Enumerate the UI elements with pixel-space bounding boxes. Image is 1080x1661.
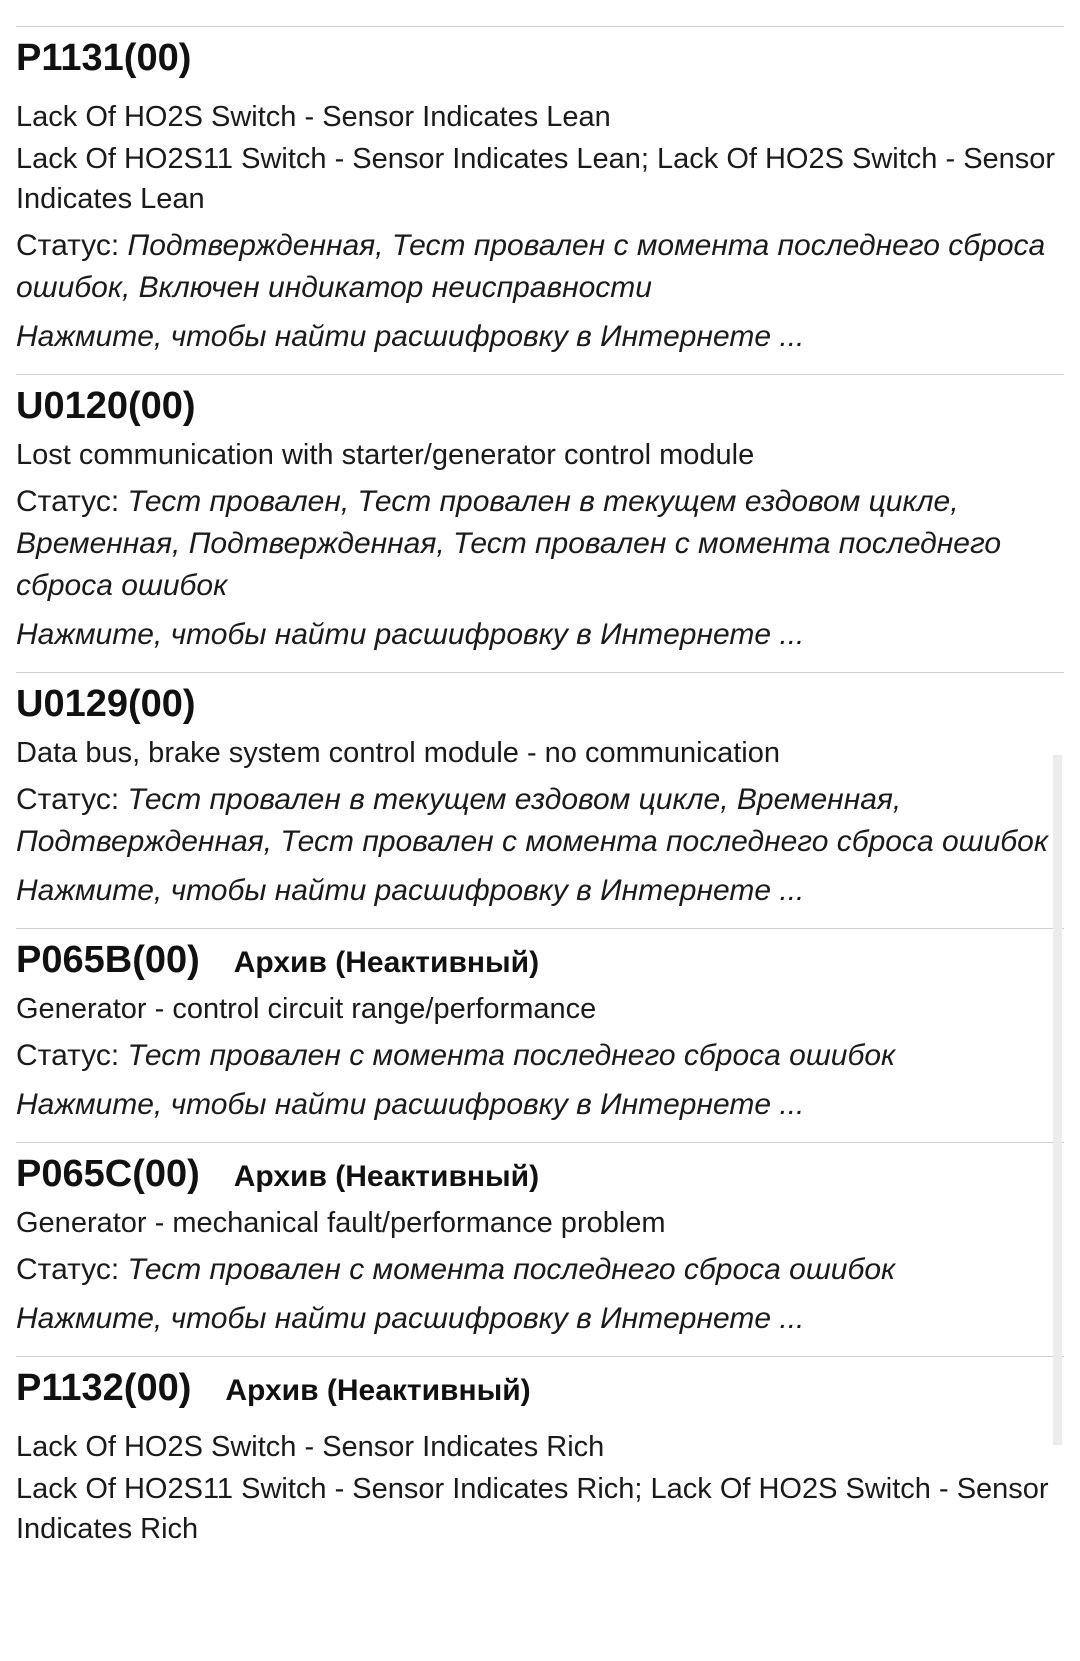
- dtc-description: Generator - control circuit range/performance: [16, 993, 597, 1025]
- search-online-link[interactable]: Нажмите, чтобы найти расшифровку в Интернете ...: [16, 1302, 805, 1335]
- dtc-description: Lack Of HO2S Switch - Sensor Indicates Rich: [16, 1431, 605, 1463]
- archive-badge: Архив (Неактивный): [225, 1374, 531, 1407]
- bottom-edge: [0, 1628, 1080, 1661]
- dtc-status: [16, 1035, 1064, 1077]
- dtc-entry-u0120[interactable]: [16, 375, 1064, 672]
- search-online-link[interactable]: Нажмите, чтобы найти расшифровку в Интернете ...: [16, 320, 805, 353]
- dtc-description: Lost communication with starter/generator control module: [16, 439, 755, 471]
- dtc-code: P065C(00): [16, 1153, 200, 1195]
- status-value: Тест провален с момента последнего сброса ошибок: [127, 1039, 896, 1072]
- status-label: Статус:: [16, 1253, 128, 1286]
- status-label: Статус:: [16, 783, 128, 816]
- dtc-code: P065B(00): [16, 939, 200, 981]
- status-value: Тест провален с момента последнего сброса ошибок: [127, 1253, 896, 1286]
- dtc-entry-p065b[interactable]: [16, 929, 1064, 1142]
- dtc-code: U0120(00): [16, 385, 196, 427]
- archive-badge: Архив (Неактивный): [233, 946, 540, 979]
- dtc-status: [16, 1249, 1064, 1291]
- dtc-code: P1131(00): [16, 37, 192, 79]
- dtc-code: U0129(00): [16, 683, 196, 725]
- dtc-entry-u0129[interactable]: [16, 673, 1064, 928]
- search-online-link[interactable]: Нажмите, чтобы найти расшифровку в Интернете ...: [16, 618, 805, 651]
- status-label: Статус:: [16, 485, 128, 518]
- dtc-description: Generator - mechanical fault/performance problem: [16, 1207, 666, 1239]
- dtc-description-full: Lack Of HO2S11 Switch - Sensor Indicates Lean; Lack Of HO2S Switch - Sensor Indicates Lean: [16, 143, 1056, 215]
- status-value: Тест провален в текущем ездовом цикле, Временная, Подтвержденная, Тест провален с момента последнего сброса ошибок: [16, 783, 1048, 858]
- dtc-status: [16, 481, 1064, 607]
- status-value: Подтвержденная, Тест провален с момента последнего сброса ошибок, Включен индикатор неисправности: [16, 229, 1046, 304]
- dtc-entry-p1132[interactable]: [16, 1357, 1064, 1565]
- dtc-description: Lack Of HO2S Switch - Sensor Indicates Lean: [16, 101, 611, 133]
- status-label: Статус:: [16, 229, 128, 262]
- dtc-entry-p1131[interactable]: [16, 27, 1064, 374]
- dtc-description: Data bus, brake system control module - no communication: [16, 737, 781, 769]
- archive-badge: Архив (Неактивный): [233, 1160, 540, 1193]
- dtc-code: P1132(00): [16, 1367, 192, 1409]
- search-online-link[interactable]: Нажмите, чтобы найти расшифровку в Интернете ...: [16, 1088, 805, 1121]
- status-value: Тест провален, Тест провален в текущем ездовом цикле, Временная, Подтвержденная, Тест провален с момента последнего сброса ошибок: [16, 485, 1002, 602]
- dtc-entry-p065c[interactable]: [16, 1143, 1064, 1356]
- scrollbar[interactable]: [1053, 755, 1062, 1445]
- dtc-status: [16, 779, 1064, 863]
- dtc-status: [16, 225, 1064, 309]
- status-label: Статус:: [16, 1039, 128, 1072]
- dtc-list: [16, 26, 1064, 1565]
- search-online-link[interactable]: Нажмите, чтобы найти расшифровку в Интернете ...: [16, 874, 805, 907]
- dtc-description-full: Lack Of HO2S11 Switch - Sensor Indicates Rich; Lack Of HO2S Switch - Sensor Indicates Rich: [16, 1473, 1049, 1545]
